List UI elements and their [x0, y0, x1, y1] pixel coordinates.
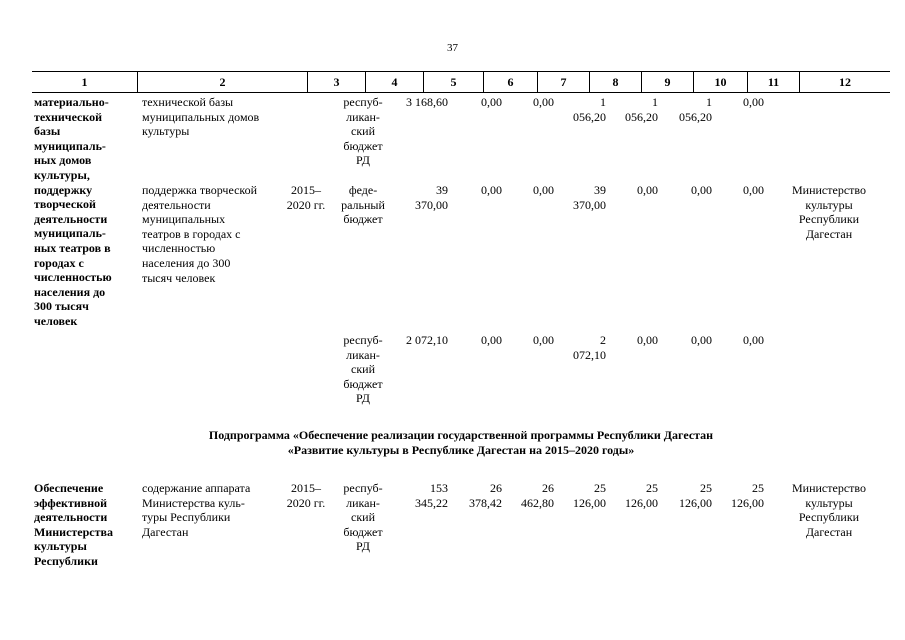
row3-col11: 0,00: [743, 333, 764, 347]
row2-event: поддержка творческой деятельности муниципальных театров в городах с численностью населения до 300 тысяч человек: [142, 183, 258, 285]
row1-event: технической базы муниципальных домов культуры: [142, 95, 260, 139]
row2-col7: 0,00: [533, 183, 554, 197]
row3-source: респуб- ликан- ский бюджет РД: [343, 333, 383, 406]
row4-col8: 25 126,00: [573, 481, 606, 510]
row2-executor: Министерство культуры Республики Дагестан: [792, 183, 866, 241]
row2-col9: 0,00: [637, 183, 658, 197]
row4-col5: 153 345,22: [415, 481, 448, 510]
row2-col10: 0,00: [691, 183, 712, 197]
column-header-6: 6: [484, 72, 538, 92]
row1-source: респуб- ликан- ский бюджет РД: [343, 95, 383, 168]
column-header-7: 7: [538, 72, 590, 92]
row4-col6: 26 378,42: [469, 481, 502, 510]
column-header-1: 1: [32, 72, 138, 92]
subprogram-heading: [32, 428, 890, 458]
column-header-11: 11: [748, 72, 800, 92]
row4-event: содержание аппарата Министерства куль- туры Республики Дагестан: [142, 481, 251, 539]
row1-col10: 1 056,20: [679, 95, 712, 124]
row2-source: феде- ральный бюджет: [341, 183, 385, 227]
row4-period: 2015– 2020 гг.: [286, 481, 326, 510]
column-header-12: 12: [839, 75, 851, 89]
row3-col9: 0,00: [637, 333, 658, 347]
page-number: 37: [447, 42, 458, 54]
column-header-9: 9: [642, 72, 694, 92]
row1-col8: 1 056,20: [573, 95, 606, 124]
row4-col7: 26 462,80: [521, 481, 554, 510]
row1-col11: 0,00: [743, 95, 764, 109]
subprogram-heading-line1: Подпрограмма «Обеспечение реализации государственной программы Республики Дагестан: [208, 428, 714, 442]
section1-name: материально- технической базы муниципаль- ных домов культуры, поддержку творческой деятельности муниципаль- ных театров в городах с численностью населения до 300 тысяч человек: [34, 95, 112, 328]
row2-col6: 0,00: [481, 183, 502, 197]
row4-col11: 25 126,00: [731, 481, 764, 510]
row2-col11: 0,00: [743, 183, 764, 197]
column-header-8: 8: [590, 72, 642, 92]
row1-col7: 0,00: [533, 95, 554, 109]
row4-executor: Министерство культуры Республики Дагестан: [792, 481, 866, 539]
column-header-4: 4: [366, 72, 424, 92]
row2-col5: 39 370,00: [415, 183, 448, 212]
section2-name: Обеспечение эффективной деятельности Министерства культуры Республики: [34, 481, 113, 568]
row1-col9: 1 056,20: [625, 95, 658, 124]
column-header-5: 5: [424, 72, 484, 92]
row1-col6: 0,00: [481, 95, 502, 109]
row2-period: 2015– 2020 гг.: [286, 183, 326, 212]
subprogram-heading-line2: «Развитие культуры в Республике Дагестан на 2015–2020 годы»: [287, 443, 635, 457]
row2-col8: 39 370,00: [573, 183, 606, 212]
row4-col10: 25 126,00: [679, 481, 712, 510]
row3-col5: 2 072,10: [406, 333, 448, 347]
column-header-2: 2: [138, 72, 308, 92]
column-header-10: 10: [694, 72, 748, 92]
row4-source: респуб- ликан- ский бюджет РД: [343, 481, 383, 554]
column-header-3: 3: [308, 72, 366, 92]
row3-col10: 0,00: [691, 333, 712, 347]
table-column-header-row: [32, 71, 890, 93]
row3-col7: 0,00: [533, 333, 554, 347]
row4-col9: 25 126,00: [625, 481, 658, 510]
row3-col8: 2 072,10: [573, 333, 606, 362]
row1-col5: 3 168,60: [406, 95, 448, 109]
row3-col6: 0,00: [481, 333, 502, 347]
